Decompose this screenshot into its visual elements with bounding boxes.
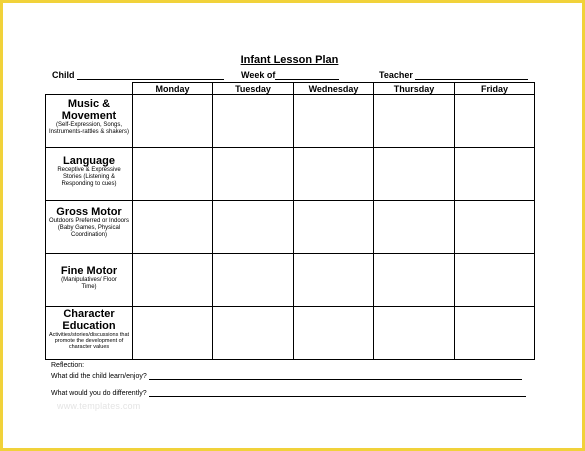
reflection-question-1 [51,373,522,380]
category-cell [46,201,133,254]
teacher-label: Teacher [379,70,413,80]
day-header: Monday [133,83,213,95]
plan-cell[interactable] [213,307,294,360]
plan-cell[interactable] [213,254,294,307]
week-blank-line[interactable] [275,71,339,80]
table-row [46,201,535,254]
category-cell [46,95,133,148]
plan-cell[interactable] [294,201,374,254]
reflection-label: Reflection: [51,362,85,369]
category-desc: (Manipulatives/ Floor Time) [61,277,117,290]
plan-cell[interactable] [455,254,535,307]
week-label: Week of [241,70,276,80]
answer-line[interactable] [149,390,526,397]
plan-cell[interactable] [374,201,455,254]
day-header: Wednesday [294,83,374,95]
table-row [46,95,535,148]
plan-cell[interactable] [213,95,294,148]
question-text: What would you do differently? [51,390,147,397]
plan-cell[interactable] [374,307,455,360]
plan-cell[interactable] [455,148,535,201]
plan-cell[interactable] [294,95,374,148]
week-field [241,70,339,80]
category-name: Character Education [62,308,116,332]
plan-cell[interactable] [374,254,455,307]
table-row [46,254,535,307]
plan-cell[interactable] [294,307,374,360]
day-header: Thursday [374,83,455,95]
plan-cell[interactable] [133,307,213,360]
day-header: Friday [455,83,535,95]
plan-cell[interactable] [213,201,294,254]
category-desc: Activities/stories/discussions that promote the development of character values [48,332,130,350]
category-name: Language [63,155,115,167]
child-label: Child [52,70,75,80]
plan-cell[interactable] [133,254,213,307]
plan-cell[interactable] [294,148,374,201]
question-text: What did the child learn/enjoy? [51,373,147,380]
category-cell [46,254,133,307]
plan-cell[interactable] [213,148,294,201]
answer-line[interactable] [149,373,522,380]
lesson-plan-table [45,82,535,360]
day-header: Tuesday [213,83,294,95]
category-name: Music & Movement [61,98,117,122]
document-title: Infant Lesson Plan [240,54,339,66]
plan-cell[interactable] [455,201,535,254]
category-cell [46,307,133,360]
table-row [46,148,535,201]
plan-cell[interactable] [455,307,535,360]
teacher-field [379,70,528,80]
reflection-question-2 [51,390,526,397]
teacher-blank-line[interactable] [415,71,528,80]
plan-cell[interactable] [374,95,455,148]
plan-cell[interactable] [455,95,535,148]
watermark-text: www.templates.com [57,401,141,411]
category-desc: (Self-Expression, Songs, Instruments-rattles & shakers) [48,122,130,135]
child-field [52,70,224,80]
category-desc: Receptive & Expressive Stories (Listening & Responding to cues) [57,167,121,187]
plan-cell[interactable] [294,254,374,307]
category-desc: Outdoors Preferred or Indoors (Baby Games, Physical Coordination) [48,218,130,238]
category-name: Fine Motor [60,265,118,277]
day-header-row [46,83,535,95]
plan-cell[interactable] [133,95,213,148]
plan-cell[interactable] [133,201,213,254]
table-row [46,307,535,360]
child-blank-line[interactable] [77,71,224,80]
category-cell [46,148,133,201]
plan-cell[interactable] [133,148,213,201]
plan-cell[interactable] [374,148,455,201]
category-name: Gross Motor [56,206,122,218]
corner-cell [46,83,133,95]
